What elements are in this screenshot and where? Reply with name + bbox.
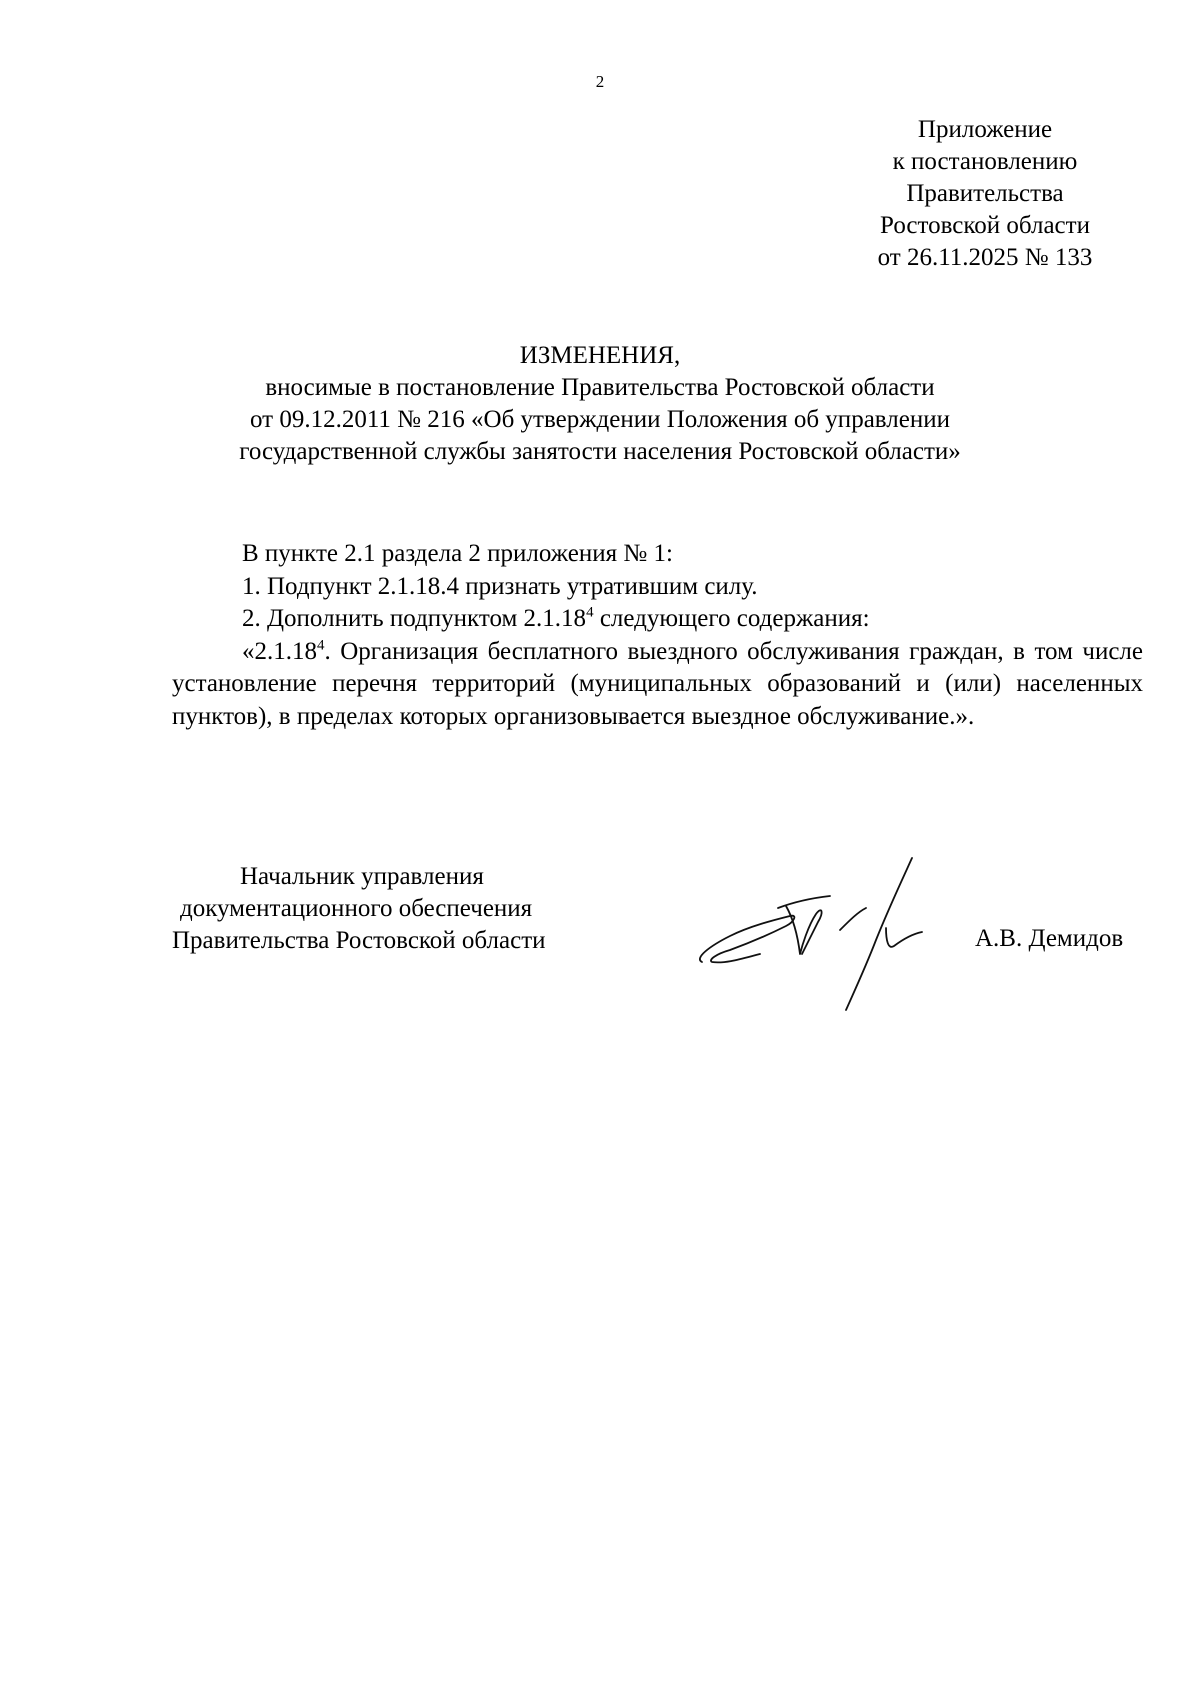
title-heading: ИЗМЕНЕНИЯ, [519, 342, 681, 369]
item2-suffix: следующего содержания: [593, 605, 870, 632]
appendix-line: Приложение [917, 116, 1053, 143]
title-line: вносимые в постановление Правительства Ростовской области [265, 374, 935, 401]
position-line: Начальник управления [240, 863, 484, 890]
appendix-line: к постановлению [892, 148, 1078, 175]
title-line: государственной службы занятости населения Ростовской области» [239, 438, 961, 465]
quote-superscript: 4 [317, 637, 325, 654]
position-line: документационного обеспечения [180, 895, 533, 922]
body-item-1: 1. Подпункт 2.1.18.4 признать утратившим силу. [242, 572, 758, 600]
page-number: 2 [595, 72, 605, 91]
body-item-2 [172, 603, 1143, 636]
appendix-line: Ростовской области [880, 212, 1090, 239]
position-line: Правительства Ростовской области [172, 927, 546, 954]
signer-name: А.В. Демидов [975, 925, 1124, 952]
body-quoted-subitem [172, 636, 1143, 734]
document-body [172, 538, 1143, 733]
title-line: от 09.12.2011 № 216 «Об утверждении Положения об управлении [250, 406, 950, 433]
quote-prefix: «2.1.18 [242, 637, 317, 665]
item2-prefix: 2. Дополнить подпунктом 2.1.18 [242, 605, 587, 632]
document-title [0, 340, 1200, 468]
appendix-header [820, 114, 1150, 274]
appendix-date-number: от 26.11.2025 № 133 [877, 244, 1093, 271]
signatory-position [172, 861, 602, 957]
handwritten-signature [690, 850, 950, 1020]
quote-text: . Организация бесплатного выездного обслуживания граждан, в том числе установление перечня территорий (муниципальных образований и (или) населенных пунктов), в пределах которых организовывается выездное обслуживание.». [172, 637, 1143, 730]
appendix-line: Правительства [906, 180, 1064, 207]
item2-superscript: 4 [586, 604, 594, 621]
body-intro: В пункте 2.1 раздела 2 приложения № 1: [242, 540, 673, 567]
